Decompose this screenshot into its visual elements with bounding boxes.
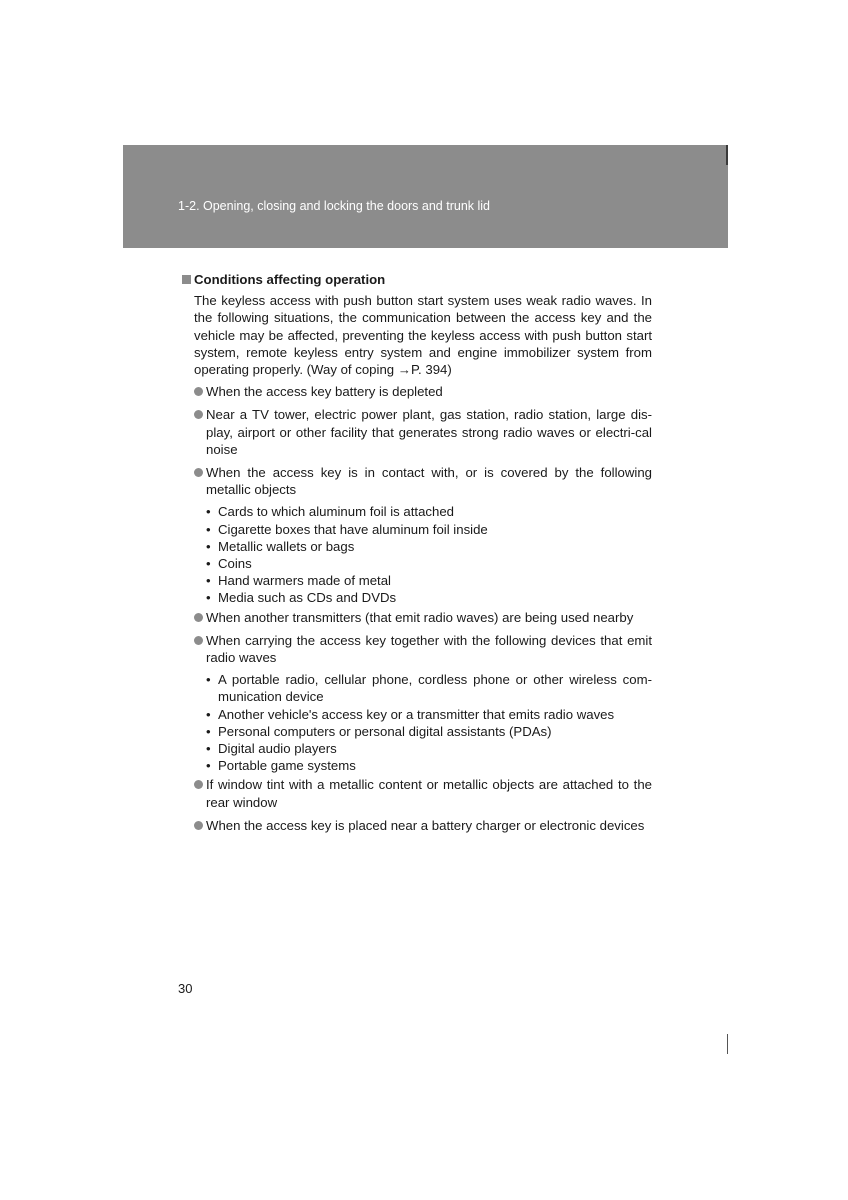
dot-bullet: • (206, 706, 211, 722)
sub-item-text: Portable game systems (218, 758, 356, 774)
condition-item (194, 817, 652, 834)
condition-item (194, 464, 652, 498)
page-number: 30 (178, 981, 193, 996)
sub-item-text: Hand warmers made of metal (218, 573, 391, 589)
sub-item (206, 589, 652, 606)
sub-item-list (206, 503, 652, 606)
condition-item (194, 383, 652, 400)
condition-text: When the access key is in contact with, or is covered by the following metallic objects (206, 465, 652, 498)
sub-item-list (206, 671, 652, 774)
condition-text: When carrying the access key together with the following devices that emit radio waves (206, 632, 652, 666)
sub-item (206, 723, 652, 740)
sub-item-text: Coins (218, 556, 252, 572)
chapter-header-band (123, 145, 728, 248)
condition-item (194, 406, 652, 458)
dot-bullet: • (206, 758, 211, 774)
sub-item (206, 706, 652, 723)
dot-bullet: • (206, 590, 211, 606)
section-heading-text: Conditions affecting operation (194, 272, 386, 287)
sub-item (206, 671, 652, 705)
sub-item-text: Digital audio players (218, 741, 337, 757)
condition-item (194, 776, 652, 810)
condition-text: When the access key is placed near a battery charger or electronic devices (206, 817, 645, 833)
dot-bullet: • (206, 521, 211, 537)
dot-bullet: • (206, 556, 211, 572)
sub-item (206, 740, 652, 757)
dot-bullet: • (206, 741, 211, 757)
sub-item (206, 521, 652, 538)
sub-item-text: Cards to which aluminum foil is attached (218, 504, 455, 520)
circle-bullet-icon (194, 468, 203, 477)
dot-bullet: • (206, 672, 211, 688)
sub-item (206, 538, 652, 555)
dot-bullet: • (206, 723, 211, 739)
circle-bullet-icon (194, 410, 203, 419)
condition-text: If window tint with a metallic content or metallic objects are attached to the rear window (206, 777, 652, 810)
page-edge-mark (727, 1034, 728, 1054)
sub-item (206, 555, 652, 572)
circle-bullet-icon (194, 780, 203, 789)
sub-item (206, 757, 652, 774)
sub-item (206, 572, 652, 589)
section-heading (182, 271, 652, 288)
circle-bullet-icon (194, 821, 203, 830)
circle-bullet-icon (194, 636, 203, 645)
square-bullet-icon (182, 275, 191, 284)
sub-item-text: Another vehicle's access key or a transmitter that emits radio waves (218, 706, 615, 722)
sub-item-text: Personal computers or personal digital assistants (PDAs) (218, 723, 552, 739)
sub-item-text: A portable radio, cellular phone, cordless phone or other wireless com-munication device (218, 672, 652, 705)
sub-item-text: Cigarette boxes that have aluminum foil inside (218, 521, 488, 537)
dot-bullet: • (206, 573, 211, 589)
condition-item (194, 632, 652, 666)
sub-item-text: Metallic wallets or bags (218, 538, 355, 554)
sub-item-text: Media such as CDs and DVDs (218, 590, 397, 606)
condition-text: Near a TV tower, electric power plant, gas station, radio station, large dis-play, airport or other facility that generates strong radio waves or electri-cal noise (206, 407, 652, 457)
intro-paragraph: The keyless access with push button start system uses weak radio waves. In the following situations, the communication between the access key and the vehicle may be affected, preventing the keyless access with push button start system, remote keyless entry system and engine immobilizer system from operating properly. (Way of coping →P. 394) (194, 293, 652, 378)
condition-text: When another transmitters (that emit radio waves) are being used nearby (206, 609, 634, 625)
condition-item (194, 609, 652, 626)
header-edge-mark (726, 145, 728, 165)
circle-bullet-icon (194, 613, 203, 622)
sub-item (206, 503, 652, 520)
section-content (182, 271, 652, 840)
dot-bullet: • (206, 504, 211, 520)
condition-text: When the access key battery is depleted (206, 384, 443, 400)
dot-bullet: • (206, 538, 211, 554)
circle-bullet-icon (194, 387, 203, 396)
chapter-title: 1-2. Opening, closing and locking the doors and trunk lid (178, 199, 490, 213)
